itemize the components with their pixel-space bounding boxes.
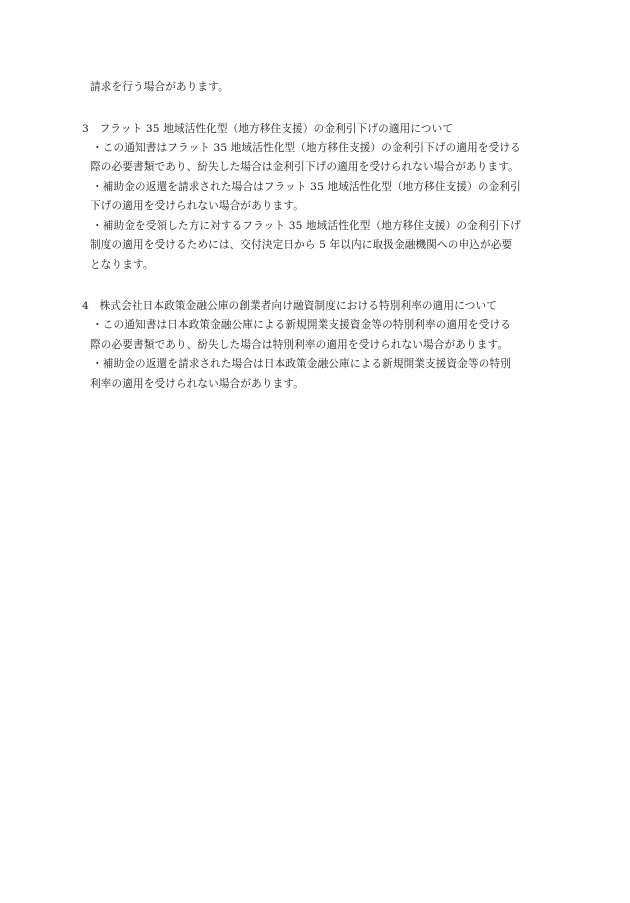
section-3-bullet-3-line-1: ・補助金を受領した方に対するフラット 35 地域活性化型（地方移住支援）の金利引下げ — [92, 220, 521, 232]
section-3-bullet-2-line-2: 下げの適用を受けられない場合があります。 — [90, 200, 305, 212]
section-4-heading: 4 株式会社日本政策金融公庫の創業者向け融資制度における特別利率の適用について — [82, 300, 497, 312]
section-3-bullet-1-line-2: 際の必要書類であり、紛失した場合は金利引下げの適用を受けられない場合があります。 — [90, 161, 519, 173]
section-3-heading: 3 フラット 35 地域活性化型（地方移住支援）の金利引下げの適用について — [82, 123, 454, 135]
section-3-bullet-3-line-3: となります。 — [90, 259, 154, 271]
continuation-text: 請求を行う場合があります。 — [90, 81, 229, 93]
section-3-bullet-1-line-1: ・この通知書はフラット 35 地域活性化型（地方移住支援）の金利引下げの適用を受ける — [92, 142, 521, 154]
section-4-bullet-2-line-2: 利率の適用を受けられない場合があります。 — [90, 378, 305, 390]
section-4-bullet-1-line-1: ・この通知書は日本政策金融公庫による新規開業支援資金等の特別利率の適用を受ける — [92, 319, 512, 331]
section-3-bullet-2-line-1: ・補助金の返還を請求された場合はフラット 35 地域活性化型（地方移住支援）の金利引 — [92, 181, 521, 193]
section-3-bullet-3-line-2: 制度の適用を受けるためには、交付決定日から 5 年以内に取扱金融機関への申込が必要 — [90, 239, 513, 251]
section-4-bullet-2-line-1: ・補助金の返還を請求された場合は日本政策金融公庫による新規開業支援資金等の特別 — [92, 358, 512, 370]
section-4-bullet-1-line-2: 際の必要書類であり、紛失した場合は特別利率の適用を受けられない場合があります。 — [90, 339, 509, 351]
